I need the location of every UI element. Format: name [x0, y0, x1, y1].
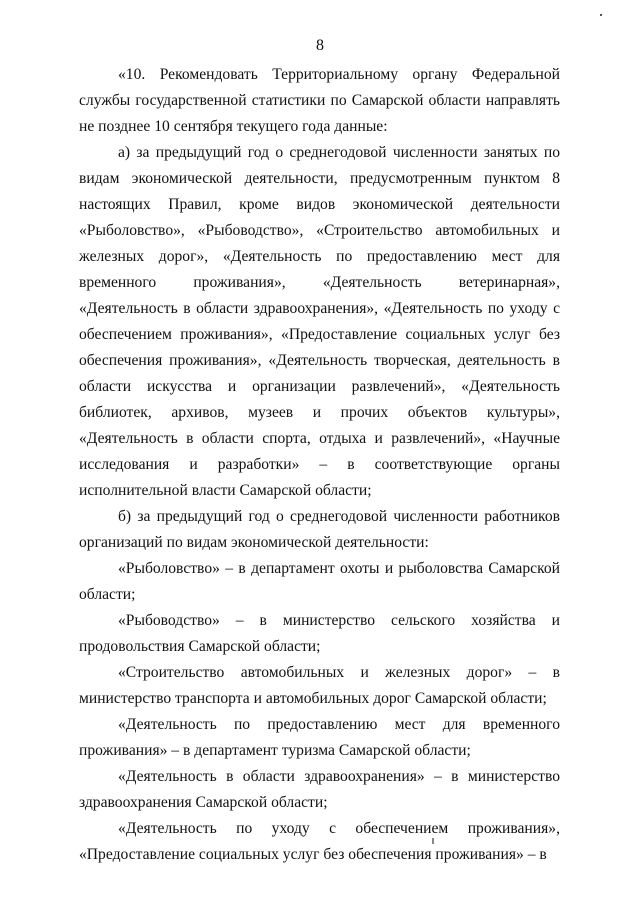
scan-speck [600, 14, 602, 16]
paragraph-fish-farming: «Рыбоводство» – в министерство сельского хозяйства и продовольствия Самарской области; [79, 612, 560, 655]
paragraph-fishing: «Рыболовство» – в департамент охоты и рыболовства Самарской области; [79, 560, 560, 603]
paragraph-care-services: «Деятельность по уходу с обеспечением проживания», «Предоставление социальных услуг без обеспечения проживания» – в [79, 820, 560, 863]
paragraph-road-construction: «Строительство автомобильных и железных дорог» – в министерство транспорта и автомобильных дорог Самарской области; [79, 664, 560, 707]
paragraph-accommodation: «Деятельность по предоставлению мест для временного проживания» – в департамент туризма Самарской области; [79, 716, 560, 759]
page-number: 8 [316, 37, 324, 54]
paragraph-healthcare: «Деятельность в области здравоохранения» – в министерство здравоохранения Самарской области; [79, 768, 560, 811]
document-body [79, 62, 560, 868]
scan-mark [432, 838, 434, 844]
paragraph-intro: «10. Рекомендовать Территориальному органу Федеральной службы государственной статистики по Самарской области направлять не позднее 10 сентября текущего года данные: [79, 66, 560, 135]
paragraph-b: б) за предыдущий год о среднегодовой численности работников организаций по видам экономической деятельности: [79, 508, 560, 551]
paragraph-a: а) за предыдущий год о среднегодовой численности занятых по видам экономической деятельности, предусмотренным пунктом 8 настоящих Правил, кроме видов экономической деятельности «Рыболовство», «Рыбоводство», «Строительство автомобильных и железных дорог», «Деятельность по предоставлению мест для временного проживания», «Деятельность ветеринарная», «Деятельность в области здравоохранения», «Деятельность по уходу с обеспечением проживания», «Предоставление социальных услуг без обеспечения проживания», «Деятельность творческая, деятельность в области искусства и организации развлечений», «Деятельность библиотек, архивов, музеев и прочих объектов культуры», «Деятельность в области спорта, отдыха и развлечений», «Научные исследования и разработки» – в соответствующие органы исполнительной власти Самарской области; [79, 144, 560, 499]
